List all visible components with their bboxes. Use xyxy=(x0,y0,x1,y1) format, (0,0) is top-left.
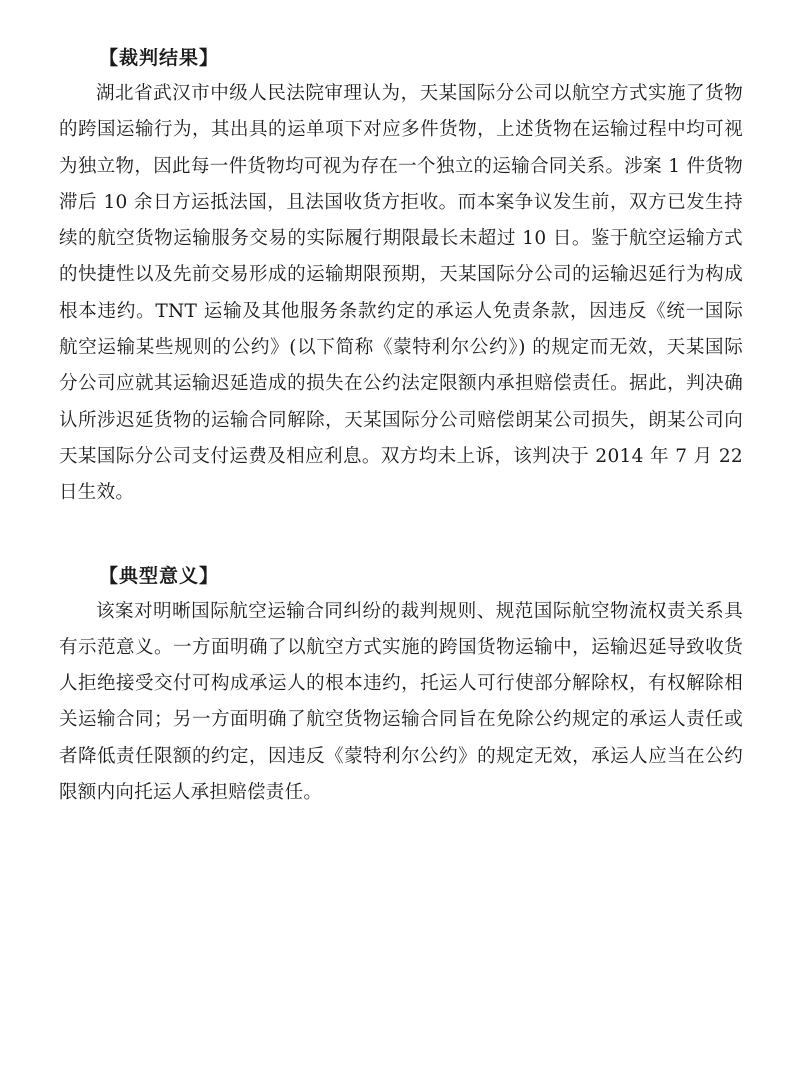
section-heading-judgment-result: 【裁判结果】 xyxy=(99,47,220,69)
section-divider-space xyxy=(59,512,743,558)
typical-significance-paragraph: 该案对明晰国际航空运输合同纠纷的裁判规则、规范国际航空物流权责关系具有示范意义。一方面明确了以航空方式实施的跨国货物运输中，运输迟延导致收货人拒绝接受交付可构成承运人的根本违约，托运人可行使部分解除权，有权解除相关运输合同；另一方面明确了航空货物运输合同旨在免除公约规定的承运人责任或者降低责任限额的约定，因违反《蒙特利尔公约》的规定无效，承运人应当在公约限额内向托运人承担赔偿责任。 xyxy=(59,600,743,804)
section-heading-typical-significance: 【典型意义】 xyxy=(99,564,220,587)
document-page xyxy=(59,40,743,811)
judgment-result-paragraph: 湖北省武汉市中级人民法院审理认为，天某国际分公司以航空方式实施了货物的跨国运输行为，其出具的运单项下对应多件货物，上述货物在运输过程中均可视为独立物，因此每一件货物均可视为存在一个独立的运输合同关系。涉案 1 件货物滞后 10 余日方运抵法国，且法国收货方拒收。而本案争议发生前，双方已发生持续的航空货物运输服务交易的实际履行期限最长未超过 10 日。鉴于航空运输方式的快捷性以及先前交易形成的运输期限预期，天某国际分公司的运输迟延行为构成根本违约。TNT 运输及其他服务条款约定的承运人免责条款，因违反《统一国际航空运输某些规则的公约》(以下简称《蒙特利尔公约》) 的规定而无效，天某国际分公司应就其运输迟延造成的损失在公约法定限额内承担赔偿责任。据此，判决确认所涉迟延货物的运输合同解除，天某国际分公司赔偿朗某公司损失，朗某公司向天某国际分公司支付运费及相应利息。双方均未上诉，该判决于 2014 年 7 月 22 日生效。 xyxy=(59,83,743,504)
